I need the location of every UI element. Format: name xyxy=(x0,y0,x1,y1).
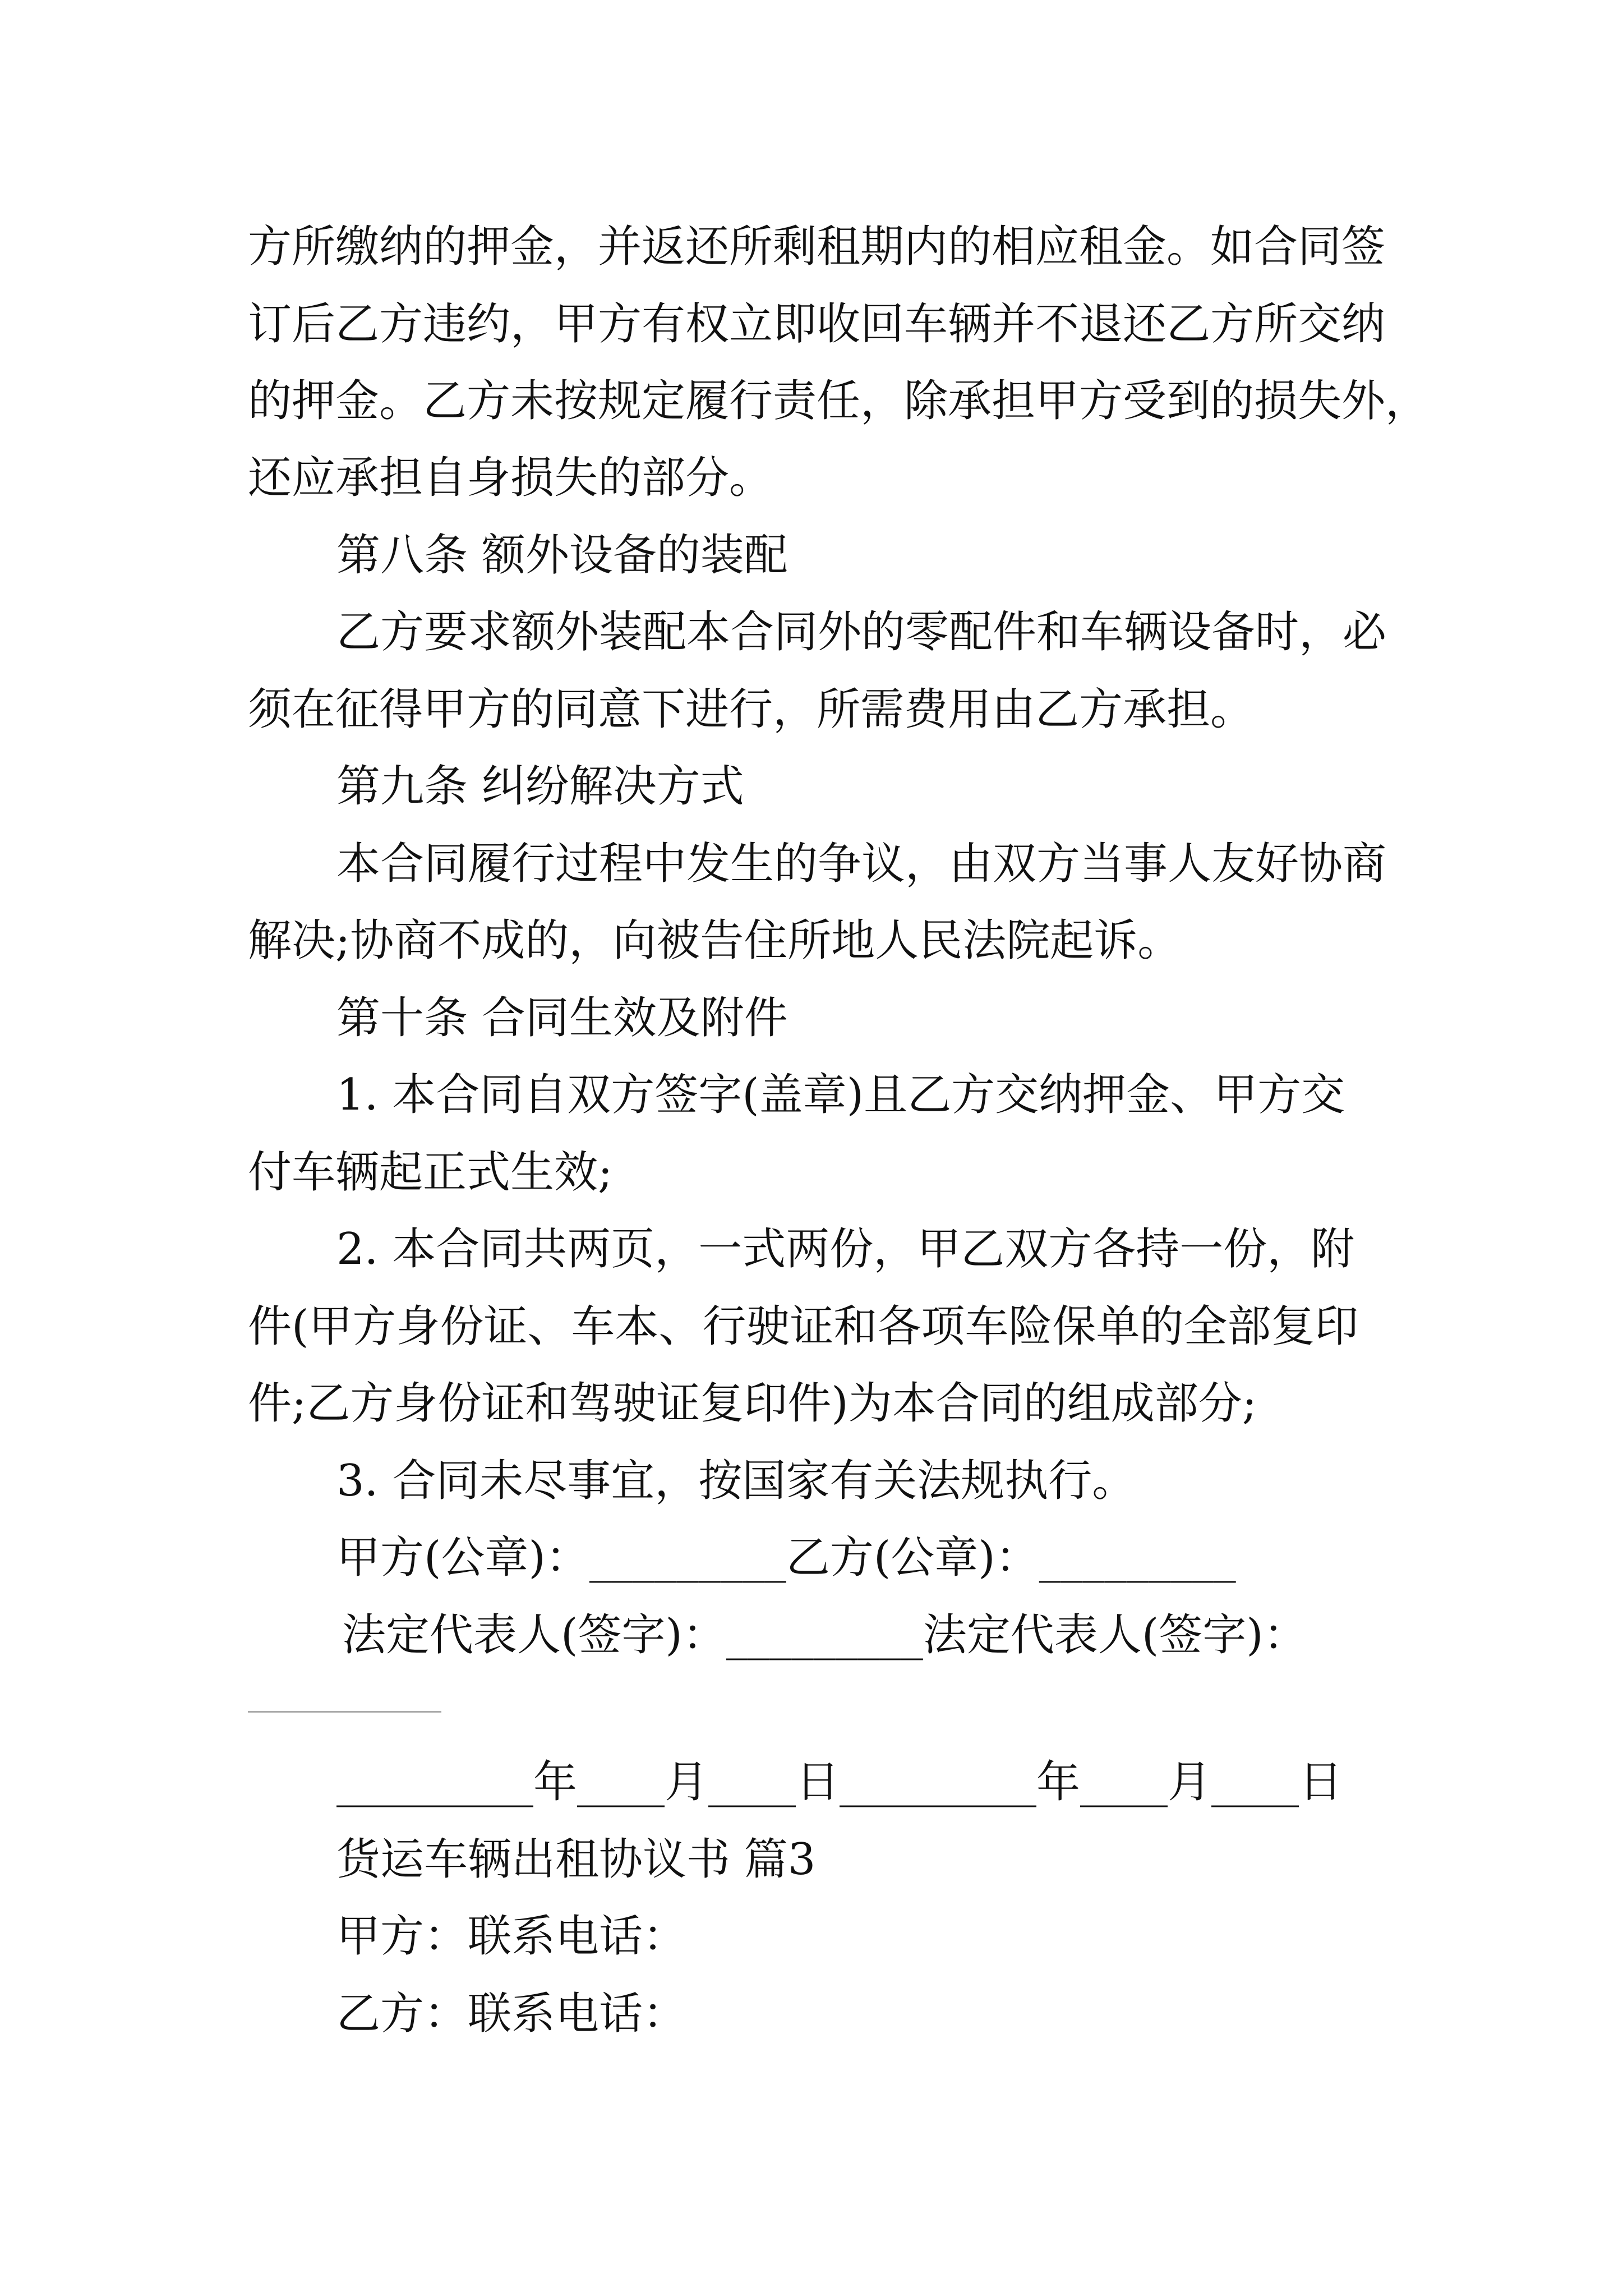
body-line: 的押金。乙方未按规定履行责任，除承担甲方受到的损失外， xyxy=(248,376,1430,426)
list-item: 1. 本合同自双方签字(盖章)且乙方交纳押金、甲方交 xyxy=(336,1070,1345,1120)
signature-line: 法定代表人(签字)：_________法定代表人(签字)： xyxy=(342,1610,1307,1660)
body-line: 还应承担自身损失的部分。 xyxy=(248,453,773,503)
continuation-rule xyxy=(248,1711,441,1713)
date-line: _________年____月____日_________年____月____日 xyxy=(336,1757,1343,1807)
body-line: 件(甲方身份证、车本、行驶证和各项车险保单的全部复印 xyxy=(248,1301,1359,1352)
section-title: 货运车辆出租协议书 篇3 xyxy=(336,1834,816,1885)
body-line: 方所缴纳的押金，并返还所剩租期内的相应租金。如合同签 xyxy=(248,222,1386,272)
body-line: 付车辆起正式生效; xyxy=(248,1147,613,1198)
list-item: 3. 合同未尽事宜，按国家有关法规执行。 xyxy=(336,1456,1136,1506)
article-heading: 第十条 合同生效及附件 xyxy=(336,993,788,1043)
article-heading: 第八条 额外设备的装配 xyxy=(336,530,788,581)
body-line: 解决;协商不成的，向被告住所地人民法院起诉。 xyxy=(248,915,1182,966)
signature-line: 甲方(公章)：_________乙方(公章)：_________ xyxy=(336,1533,1236,1583)
body-line: 订后乙方违约，甲方有权立即收回车辆并不退还乙方所交纳 xyxy=(248,299,1386,349)
body-line: 件;乙方身份证和驾驶证复印件)为本合同的组成部分; xyxy=(248,1378,1257,1429)
body-line: 本合同履行过程中发生的争议，由双方当事人友好协商 xyxy=(336,839,1387,889)
body-line: 须在征得甲方的同意下进行，所需费用由乙方承担。 xyxy=(248,684,1255,735)
body-line: 乙方要求额外装配本合同外的零配件和车辆设备时，必 xyxy=(336,607,1387,657)
article-heading: 第九条 纠纷解决方式 xyxy=(336,761,744,812)
party-line: 甲方：联系电话： xyxy=(336,1911,687,1962)
party-line: 乙方：联系电话： xyxy=(336,1989,687,2039)
list-item: 2. 本合同共两页，一式两份，甲乙双方各持一份，附 xyxy=(336,1224,1355,1274)
